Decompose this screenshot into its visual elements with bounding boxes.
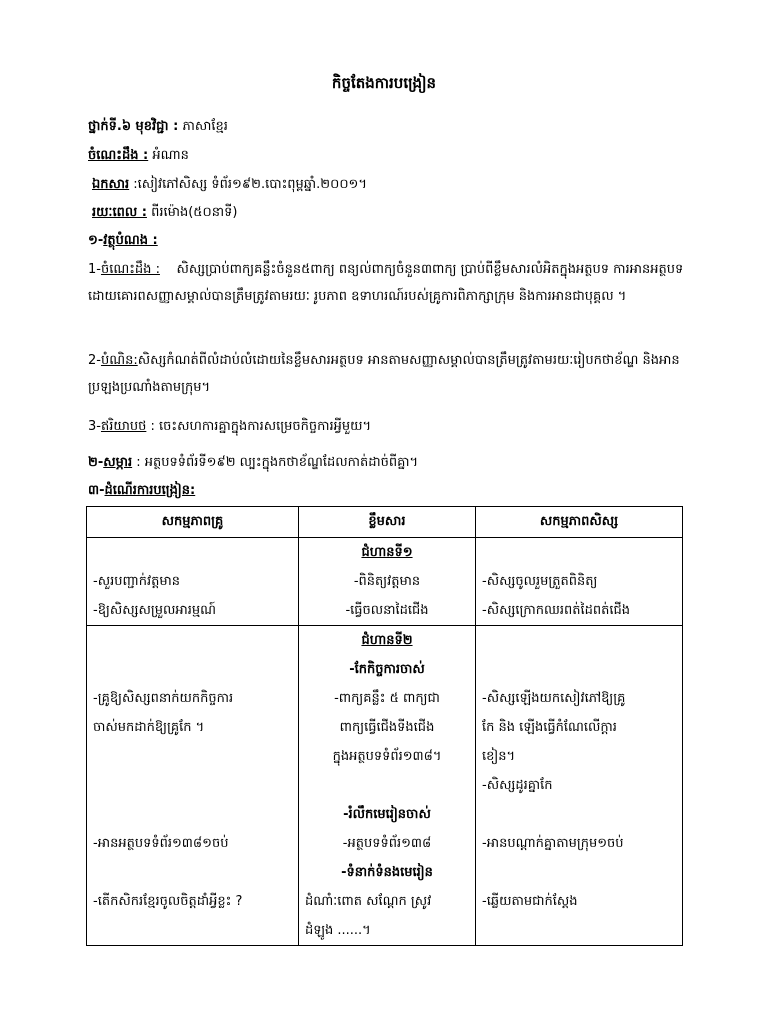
step2-teacher-review: -អានអត្ថបទទំព័រ១៣៨១ចប់ [93,836,229,851]
step2-subheading-link: -ទំនាក់ទំនងមេរៀន [341,865,433,880]
header-content: ខ្លឹមសារ [299,507,476,538]
step2-content-line: ក្នុងអត្ថបទទំព័រ១៣៨។ [332,749,442,764]
attitude-number: 3- [88,419,101,434]
topic-line [88,147,688,166]
step2-student-answer: -ឆ្លើយតាមជាក់ស្តែង [482,894,578,909]
time-label: រយៈពេល : [92,205,147,220]
step2-teacher-question: -តើកសិករខ្មែរចូលចិត្តដាំអ្វីខ្លះ ? [93,894,243,909]
attitude-label: ឥរិយាបថ [100,419,147,434]
time-line [92,204,692,223]
step2-student-cell [476,626,683,946]
step1-student-cell [476,538,683,626]
process-number: ៣- [88,483,105,498]
step2-teacher-cell [87,626,299,946]
material-text: : អត្ថបទទំព័រទី១៩២ ល្បះក្នុងកថាខ័ណ្ឌដែលកាត់ដាច់ពីគ្នា។ [136,455,419,470]
step2-content-line: ដំឡូង ......។ [305,923,371,938]
knowledge-paragraph [88,256,688,310]
step2-student-line: កែ និង ឡើងធ្វើកំណែលើក្តារ [482,720,617,735]
step2-content-review: -អត្ថបទទំព័រ១៣៨ [342,836,432,851]
table-row [87,626,683,946]
step2-teacher-line: -គ្រូឱ្យសិស្សពនាក់យកកិច្ចការ [93,691,234,706]
header-teacher-activity: សកម្មភាពគ្រូ [87,507,299,538]
table-header-row [87,507,683,538]
document-line [92,176,692,195]
step1-content-cell [299,538,476,626]
skill-paragraph [88,347,688,401]
step1-teacher-line: -សួរបញ្ជាក់វត្តមាន [93,574,180,589]
step2-student-line: -សិស្សដូរគ្នាកែ [482,778,553,793]
step1-student-line: -សិស្សក្រោកឈរពត់ដៃពត់ជើង [482,603,630,618]
knowledge-text: សិស្សប្រាប់ពាក្យគន្លឹះចំនួន៥ពាក្យ ពន្យល់ពាក្យចំនួន៣ពាក្យ ប្រាប់ពីខ្លឹមសារលំអិតក្នុងអត្ថបទ ការអានអត្ថបទដោយគោរពសញ្ញាសម្គាល់បានត្រឹមត្រូវតាមរយៈ រូបភាព ឧទាហរណ៍របស់គ្រូការពិភាក្សាក្រុម និងការអានជាបុគ្គល ។ [88,262,684,304]
lesson-table [86,506,683,946]
step2-teacher-line: ចាស់មកដាក់ឱ្យគ្រូកែ ។ [93,720,205,735]
attitude-line [88,418,688,437]
step2-student-line: ខៀន។ [482,749,516,764]
document-title: កិច្ចតែងការបង្រៀន [331,74,437,92]
document-value: :សៀវភៅសិស្ស ទំព័រ១៩២.បោះពុម្ពឆ្នាំ.២០០១។ [133,177,367,192]
step2-content-line: -ពាក្យគន្លឹះ ៥ ពាក្យជា [334,691,440,706]
material-line [88,454,688,473]
skill-number: 2- [88,353,101,368]
skill-text: សិស្សកំណត់ពីលំដាប់លំដោយនៃខ្លឹមសារអត្ថបទ អានតាមសញ្ញាសម្គាល់បានត្រឹមត្រូវតាមរយៈរៀបកថាខ័ណ្ឌ និងអានប្រឡងប្រណាំងតាមក្រុម។ [88,353,680,395]
grade-label: ថ្នាក់ទី.៦ មុខវិជ្ជា : [88,119,179,134]
grade-line [88,118,688,137]
step1-student-line: -សិស្សចូលរួមត្រួតពិនិត្យ [482,574,598,589]
objectives-heading [88,232,688,251]
knowledge-label: ចំណេះដឹង : [100,262,160,277]
step1-teacher-cell [87,538,299,626]
step1-title: ជំហានទី១ [361,545,413,560]
material-number: ២- [88,455,104,470]
process-heading [88,482,688,501]
step1-content-line: -ពិនិត្យវត្តមាន [353,574,421,589]
step2-subheading-homework: -កែកិច្ចការចាស់ [349,662,425,677]
step1-content-line: -ធ្វើចលនាដៃជើង [345,603,429,618]
step2-content-line: ពាក្យធ្វើជើងទីងជើង [339,720,435,735]
attitude-text: : ចេះសហការគ្នាក្នុងការសម្រេចកិច្ចការអ្វីមួយ។ [150,419,372,434]
document-label: ឯកសារ [92,177,130,192]
material-label: សម្ភារ [103,455,133,470]
topic-value: អំណាន [152,148,189,163]
step2-content-cell [299,626,476,946]
objectives-label: វត្ថុបំណង : [103,233,158,248]
time-value: ពីរម៉ោង(៥០នាទី) [151,205,238,220]
table-row [87,538,683,626]
step2-student-line: -សិស្សឡើងយកសៀវភៅឱ្យគ្រូ [482,691,626,706]
topic-label: ចំណេះដឹង : [88,148,149,163]
grade-value: ភាសាខ្មែរ [182,119,228,134]
process-label: ដំណើរការបង្រៀន: [104,483,196,498]
step1-teacher-line: -ឱ្យសិស្សសម្រួលអារម្មណ៍ [93,603,216,618]
step2-student-review: -អានបណ្តាក់គ្នាតាមក្រុម១ចប់ [482,836,624,851]
skill-label: បំណិន: [100,353,138,368]
step2-title: ជំហានទី២ [361,633,413,648]
knowledge-number: 1- [88,262,101,277]
step2-content-line: ដំណាំៈពោត សណ្តែក ស្រូវ [305,894,432,909]
objectives-number: ១- [88,233,104,248]
step2-subheading-review: -រំលឹកមេរៀនចាស់ [343,807,431,822]
header-student-activity: សកម្មភាពសិស្ស [476,507,683,538]
